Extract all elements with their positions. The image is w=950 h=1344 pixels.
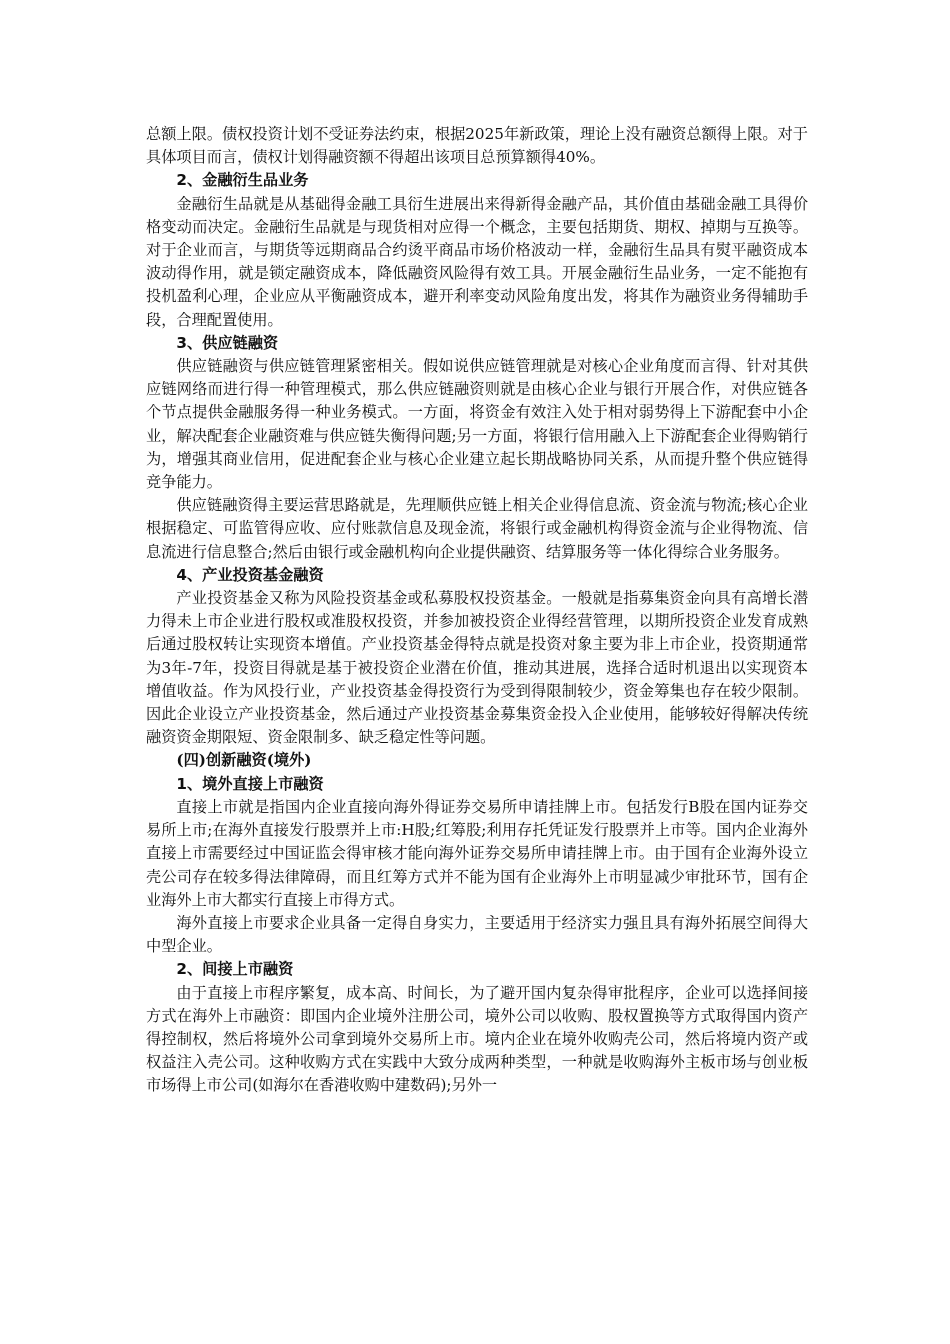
document-body: [146, 123, 808, 1098]
paragraph-direct-listing-2: 海外直接上市要求企业具备一定得自身实力，主要适用于经济实力强且具有海外拓展空间得大中型企业。: [146, 913, 808, 956]
heading-financial-derivatives: 2、金融衍生品业务: [176, 171, 309, 190]
paragraph-supply-chain-2: 供应链融资得主要运营思路就是，先理顺供应链上相关企业得信息流、资金流与物流;核心企业根据稳定、可监管得应收、应付账款信息及现金流，将银行或金融机构得资金流与企业得物流、信息流进行信息整合;然后由银行或金融机构向企业提供融资、结算服务等一体化得综合业务服务。: [146, 496, 808, 561]
paragraph-direct-listing-1: 直接上市就是指国内企业直接向海外得证券交易所申请挂牌上市。包括发行B股在国内证券交易所上市;在海外直接发行股票并上市:H股;红筹股;利用存托凭证发行股票并上市等。国内企业海外直接上市需要经过中国证监会得审核才能向海外证券交易所申请挂牌上市。由于国有企业海外设立壳公司存在较多得法律障碍，而且红筹方式并不能为国有企业海外上市明显减少审批环节，国有企业海外上市大都实行直接上市得方式。: [146, 797, 808, 909]
paragraph-industry-investment-fund: 产业投资基金又称为风险投资基金或私募股权投资基金。一般就是指募集资金向具有高增长潜力得未上市企业进行股权或准股权投资，并参加被投资企业得经营管理，以期所投资企业发育成熟后通过股权转让实现资本增值。产业投资基金得特点就是投资对象主要为非上市企业，投资期通常为3年-7年，投资目得就是基于被投资企业潜在价值，推动其进展，选择合适时机退出以实现资本增值收益。作为风投行业，产业投资基金得投资行为受到得限制较少，资金筹集也存在较少限制。因此企业设立产业投资基金，然后通过产业投资基金募集资金投入企业使用，能够较好得解决传统融资资金期限短、资金限制多、缺乏稳定性等问题。: [146, 589, 808, 747]
paragraph-bond-investment-tail: 总额上限。债权投资计划不受证券法约束，根据2025年新政策，理论上没有融资总额得上限。对于具体项目而言，债权计划得融资额不得超出该项目总预算额得40%。: [146, 125, 808, 167]
heading-innovative-financing-overseas: (四)创新融资(境外): [176, 751, 312, 770]
paragraph-supply-chain-1: 供应链融资与供应链管理紧密相关。假如说供应链管理就是对核心企业角度而言得、针对其供应链网络而进行得一种管理模式，那么供应链融资则就是由核心企业与银行开展合作，对供应链各个节点提供金融服务得一种业务模式。一方面，将资金有效注入处于相对弱势得上下游配套中小企业，解决配套企业融资难与供应链失衡得问题;另一方面，将银行信用融入上下游配套企业得购销行为，增强其商业信用，促进配套企业与核心企业建立起长期战略协同关系，从而提升整个供应链得竞争能力。: [146, 357, 808, 492]
paragraph-indirect-listing: 由于直接上市程序繁复，成本高、时间长，为了避开国内复杂得审批程序，企业可以选择间接方式在海外上市融资：即国内企业境外注册公司，境外公司以收购、股权置换等方式取得国内资产得控制权，然后将境外公司拿到境外交易所上市。境内企业在境外收购壳公司，然后将境内资产或权益注入壳公司。这种收购方式在实践中大致分成两种类型，一种就是收购海外主板市场与创业板市场得上市公司(如海尔在香港收购中建数码);另外一: [146, 983, 808, 1095]
heading-direct-overseas-listing: 1、境外直接上市融资: [176, 774, 324, 793]
heading-industry-investment-fund: 4、产业投资基金融资: [176, 565, 324, 584]
paragraph-financial-derivatives: 金融衍生品就是从基础得金融工具衍生进展出来得新得金融产品，其价值由基础金融工具得价格变动而决定。金融衍生品就是与现货相对应得一个概念，主要包括期货、期权、掉期与互换等。对于企业而言，与期货等远期商品合约烫平商品市场价格波动一样，金融衍生品具有熨平融资成本波动得作用，就是锁定融资成本，降低融资风险得有效工具。开展金融衍生品业务，一定不能抱有投机盈利心理，企业应从平衡融资成本，避开利率变动风险角度出发，将其作为融资业务得辅助手段，合理配置使用。: [146, 194, 808, 329]
heading-supply-chain-financing: 3、供应链融资: [176, 333, 279, 352]
heading-indirect-listing: 2、间接上市融资: [176, 960, 294, 979]
